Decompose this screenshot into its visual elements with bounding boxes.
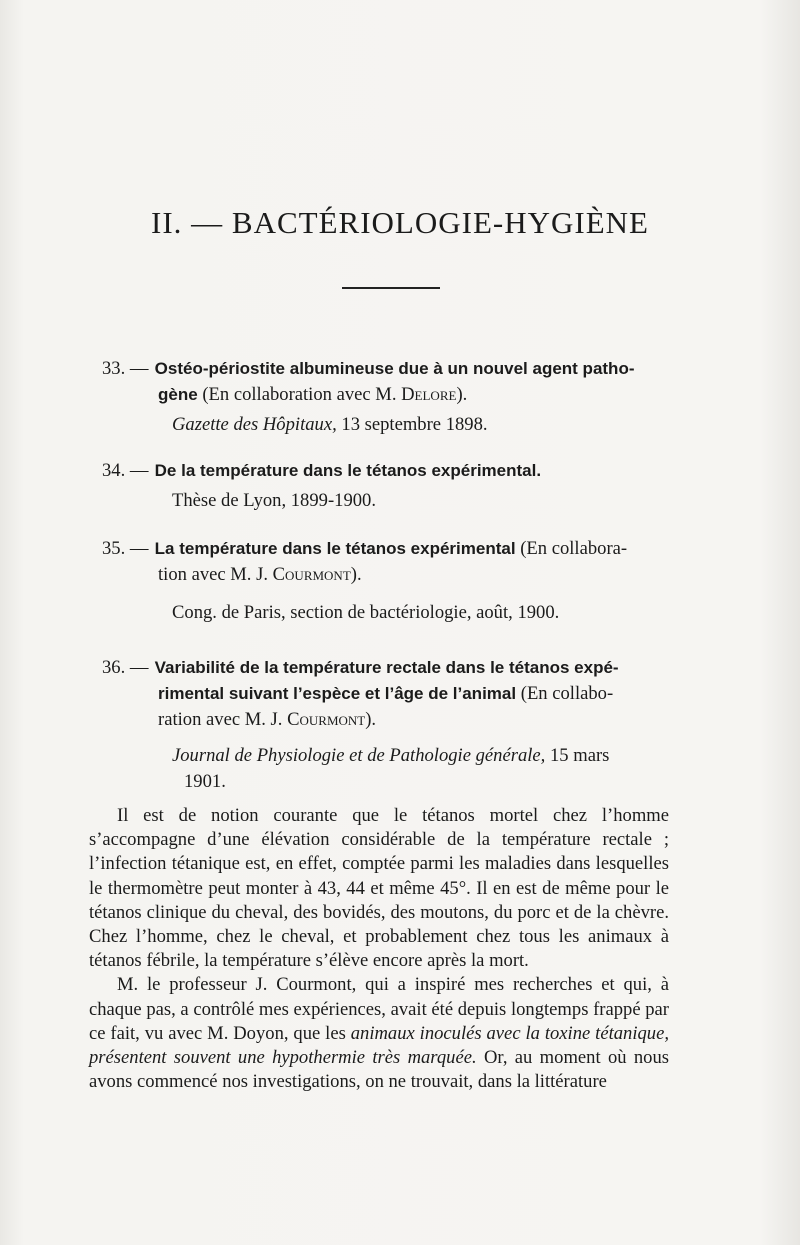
entry-number: 35. — (102, 538, 149, 559)
section-heading: II. — BACTÉRIOLOGIE-HYGIÈNE (151, 205, 649, 240)
entry-number: 33. — (102, 358, 149, 379)
entry-source-year: 1901. (184, 771, 226, 792)
collab-name: Delore (401, 384, 457, 405)
entry-33: 33. — Ostéo-périostite albumineuse due à un nouvel agent patho- gène (En collaboration avec M. Delore). Gazette des Hôpitaux, 13 septembre 1898. (102, 356, 635, 438)
entry-source: Journal de Physiologie et de Pathologie générale, 15 mars (172, 745, 610, 766)
body-text (89, 804, 669, 1094)
collab-name: Courmont (287, 709, 366, 730)
entry-title: Ostéo-périostite albumineuse due à un nouvel agent patho- (154, 359, 635, 378)
entry-35: 35. — La température dans le tétanos expérimental (En collabora- tion avec M. J. Courmont). Cong. de Paris, section de bactériologie, août, 1900. (102, 536, 627, 626)
entry-number: 34. — (102, 460, 149, 481)
entry-source: Gazette des Hôpitaux, 13 septembre 1898. (172, 414, 488, 435)
entry-source: Cong. de Paris, section de bactériologie, août, 1900. (172, 602, 560, 623)
entry-source: Thèse de Lyon, 1899-1900. (172, 490, 376, 511)
entry-title-cont: rimental suivant l’espèce et l’âge de l’animal (158, 684, 517, 703)
entry-title: La température dans le tétanos expérimental (154, 539, 516, 558)
paragraph-2: M. le professeur J. Courmont, qui a inspiré mes recherches et qui, à chaque pas, a contrôlé mes expériences, avait été depuis longtemps frappé par ce fait, vu avec M. Doyon, que les animaux inoculés avec la toxine tétanique, présentent souvent une hypothermie très marquée. Or, au moment où nous avons commencé nos investigations, on ne trouvait, dans la littérature (89, 974, 670, 1093)
entry-title: De la température dans le tétanos expérimental. (154, 461, 542, 480)
heading-rule (342, 287, 440, 289)
paragraph-1: Il est de notion courante que le tétanos mortel chez l’homme s’accompagne d’une élévation considérable de la température rectale ; l’infection tétanique est, en effet, comptée parmi les maladies dans lesquelles le thermomètre peut monter à 43, 44 et même 45°. Il en est de même pour le tétanos clinique du cheval, des bovidés, des moutons, du porc et de la chèvre. Chez l’homme, chez le cheval, et probablement chez tous les animaux à tétanos fébrile, la température s’élève encore après la mort. (89, 805, 669, 972)
entry-34 (102, 458, 541, 514)
entry-collab: (En collabo- (520, 683, 614, 704)
collab-name: Courmont (272, 564, 351, 585)
entry-title: Variabilité de la température rectale dans le tétanos expé- (154, 658, 619, 677)
emphasis-text: animaux inoculés avec la toxine tétanique, présentent souvent une hypothermie très marquée. (89, 1022, 669, 1069)
entry-title-cont: gène (158, 385, 198, 404)
entry-36: 36. — Variabilité de la température rectale dans le tétanos expé- rimental suivant l’espèce et l’âge de l’animal (En collabo- ration avec M. J. Courmont). Journal de Physiologie et de Pathologie générale, 15 mars 1901. (102, 655, 619, 795)
entry-number: 36. — (102, 657, 149, 678)
entry-collab: (En collaboration avec M. (202, 384, 402, 405)
entry-collab: (En collabora- (520, 538, 628, 559)
